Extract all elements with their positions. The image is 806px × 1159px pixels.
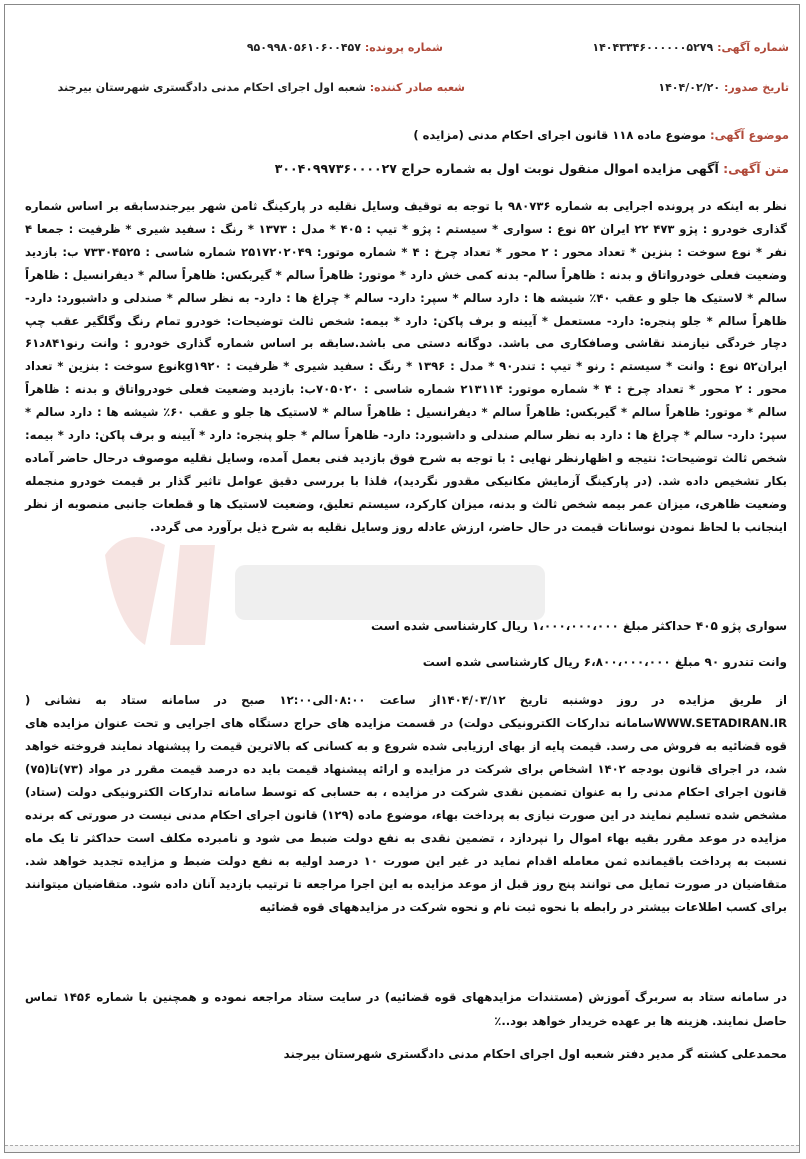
subject-label: موضوع آگهی: [710,128,789,142]
issue-date-row [658,81,789,94]
vehicle-description-paragraph: نظر به اینکه در پرونده اجرایی به شماره ۹۸۰۷۳۶ با توجه به توقیف وسایل نقلیه در پارکینگ ثامن شهر بیرجندسابقه بر اساس شماره گذاری خودرو : پژو ۴۷۳ ۲۲ ایران ۵۲ نوع : سواری * سیستم : پژو * تیپ : ۴۰۵ * مدل : ۱۳۷۳ * رنگ : سفید شیری * ظرفیت : جمعا ۴ نفر * نوع سوخت : بنزین * تعداد محور : ۲ محور * تعداد چرخ : ۴ * شماره موتور: ۲۵۱۷۲۰۲۰۴۹ شماره شاسی : ۷۳۳۰۴۵۲۵ ب: بازدید وضعیت فعلی خودرواتاق و بدنه : ظاهراً سالم- بدنه کمی خش دارد * موتور: ظاهراً سالم * گیربکس: ظاهراً سالم * دیفرانسیل : ظاهراً سالم * لاستیک ها جلو و عقب ۴۰٪ شیشه ها : دارد سالم * سپر: دارد- سالم * چراغ ها : دارد- به نظر سالم * صندلی و داشبورد: دارد- ظاهراً سالم * جلو پنجره: دارد- مستعمل * آیینه و برف پاکن: دارد * بیمه: شخص ثالث توضیحات: خودرو تمام رنگ وگلگیر عقب چپ دچار خردگی نیازمند نقاشی وصافکاری می باشد. دوگانه دستی می باشد.سابقه بر اساس شماره گذاری خودرو : وانت رنو۸۴۱د۶۱ ایران۵۲ نوع : وانت * سیستم : رنو * تیپ : تندر۹۰ * مدل : ۱۳۹۶ * رنگ : سفید شیری * ظرفیت : kg۱۹۲۰نوع سوخت : بنزین * تعداد محور : ۲ محور * تعداد چرخ : ۴ * شماره موتور: ۲۱۳۱۱۴ شماره شاسی : ۷۰۵۰۲۰ب: بازدید وضعیت فعلی خودرواتاق و بدنه : ظاهراً سالم * موتور: ظاهراً سالم * گیربکس: ظاهراً سالم * دیفرانسیل : ظاهراً سالم * لاستیک ها جلو و عقب ۶۰٪ شیشه ها : دارد سالم * سپر: دارد- سالم * چراغ ها : دارد به نظر سالم صندلی و داشبورد: دارد- ظاهراً سالم * جلو پنجره: دارد * آیینه و برف پاکن: دارد * بیمه: شخص ثالث توضیحات: نتیجه و اظهارنظر نهایی : با توجه به شرح فوق بازدید فنی بعمل آمده، وسایل نقلیه موصوف درحال حاضر آماده بکار تشخیص داده شد. (در پارکینگ آزمایش مکانیکی مقدور نگردید)، فلذا با بررسی دقیق عوامل تاثیر گذار بر قیمت خودرو منجمله وضعیت ظاهری، میزان عمر بیمه شخص ثالث و بدنه، میزان کارکرد، سیستم تعلیق، وضعیت لاستیک ها و قطعات جانبی منصوبه از نظر اینجانب با لحاظ نمودن نوسانات قیمت در حال حاضر، ارزش عادله روز وسایل نقلیه به شرح ذیل برآورد می گردد. [25,199,788,534]
subject-value: موضوع ماده ۱۱۸ قانون اجرای احکام مدنی (مزایده ) [413,128,707,142]
tondar-price-line: وانت تندرو ۹۰ مبلغ ۶،۸۰۰،۰۰۰،۰۰۰ ریال کارشناسی شده است [422,655,787,669]
case-number-label: شماره پرونده: [364,41,443,54]
auction-terms-paragraph: از طریق مزایده در روز دوشنبه تاریخ ۱۴۰۴/۰۳/۱۲از ساعت ۰۸:۰۰الی۱۲:۰۰ صبح در سامانه ستاد به نشانی ( WWW.SETADIRAN.IRسامانه تدارکات الکترونیکی دولت) در قسمت مزایده های حراج دستگاه های اجرایی و تحت عنوان مزایده های قوه قضائیه به فروش می رسد. قیمت پایه از بهای ارزیابی شده شروع و به کسانی که بالاترین قیمت را پیشنهاد نمایند فروخته خواهد شد، در اجرای قانون بودجه ۱۴۰۲ اشخاص برای شرکت در مزایده و ارائه پیشنهاد قیمت باید ده درصد قیمت مقرر در مواد (۷۳)تا(۷۵) قانون اجرای احکام مدنی را به عنوان تضمین نقدی شرکت در مزایده ، به حسابی که توسط سامانه تدارکات الکترونیکی دولت (ستاد) مشخص شده تسلیم نمایند در این صورت نیازی به پرداخت بهاء، موضوع ماده (۱۲۹) قانون اجرای احکام مدنی نیست در صورتی که برنده مزایده در موعد مقرر بقیه بهاء اموال را نپردازد ، تضمین نقدی به نفع دولت ضبط می شود و نامبرده مکلف است حداکثر تا یک ماه نسبت به پرداخت باقیمانده ثمن معامله اقدام نماید در غیر این صورت ۱۰ درصد اولیه به نفع دولت ضبط و مزایده تجدید خواهد شد. متقاضیان در صورت تمایل می توانند پنج روز قبل از موعد مزایده به این اجرا مراجعه تا ترتیب بازدید آنان داده شود. متقاضیان میتوانند برای کسب اطلاعات بیشتر در رابطه با نحوه ثبت نام و نحوه شرکت در مزایدههای قوه قضائیه [25,693,787,914]
issue-date-value: ۱۴۰۴/۰۲/۲۰ [658,81,721,94]
subject-row [413,128,789,142]
case-number-row [247,41,443,54]
ad-title-label: متن آگهی: [723,161,789,176]
case-number-value: ۹۵۰۹۹۸۰۵۶۱۰۶۰۰۴۵۷ [246,41,361,54]
issuer-value: شعبه اول اجرای احکام مدنی دادگستری شهرستان بیرجند [57,81,366,94]
peugeot-price-line: سواری پژو ۴۰۵ حداکثر مبلغ ۱،۰۰۰،۰۰۰،۰۰۰ ریال کارشناسی شده است [370,619,787,633]
bottom-edge [5,1145,799,1152]
issue-date-label: تاریخ صدور: [723,81,789,94]
ad-number-value: ۱۴۰۴۳۳۴۶۰۰۰۰۰۰۵۲۷۹ [592,41,714,54]
ad-title-row [275,161,789,176]
ad-number-row [592,41,789,54]
contact-paragraph: در سامانه ستاد به سربرگ آموزش (مستندات مزایدههای قوه قضائیه) در سایت ستاد مراجعه نموده و همچنین با شماره ۱۴۵۶ تماس حاصل نمایند. هزینه ها بر عهده خریدار خواهد بود..٪ [25,990,787,1028]
signature-line: محمدعلی کشته گر مدیر دفتر شعبه اول اجرای احکام مدنی دادگستری شهرستان بیرجند [283,1047,787,1061]
issuer-label: شعبه صادر کننده: [369,81,465,94]
ad-document [4,4,800,1153]
ad-title-value: آگهی مزایده اموال منقول نوبت اول به شماره حراج ۳۰۰۴۰۹۹۷۳۶۰۰۰۰۲۷ [274,161,719,176]
issuer-row [58,81,465,94]
ad-number-label: شماره آگهی: [717,41,789,54]
